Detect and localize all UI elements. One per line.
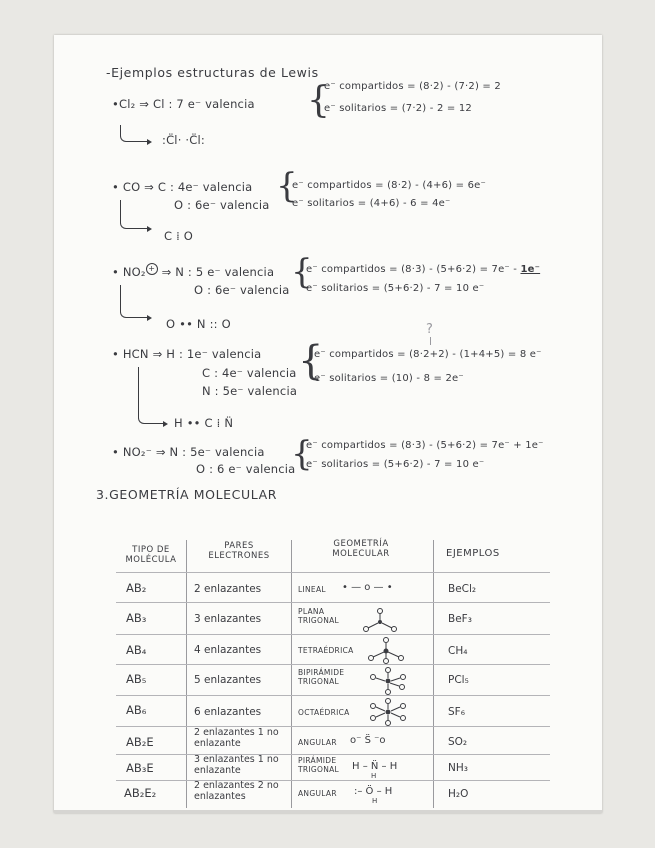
column-divider xyxy=(291,540,292,808)
no2minus-line2: O : 6 e⁻ valencia xyxy=(196,462,296,476)
row-geometry: OCTAÉDRICA xyxy=(298,708,350,717)
row-pairs: 2 enlazantes xyxy=(194,583,262,595)
co-formula: • CO ⇒ C : 4e⁻ valencia xyxy=(112,180,253,194)
row-pairs: 6 enlazantes xyxy=(194,706,262,718)
hcn-formula: • HCN ⇒ H : 1e⁻ valencia xyxy=(112,347,262,361)
so2-drawing: o⁻ S̈ ⁻o xyxy=(350,735,386,746)
no2plus-lone: e⁻ solitarios = (5+6·2) - 7 = 10 e⁻ xyxy=(306,283,485,294)
row-pairs: 4 enlazantes xyxy=(194,644,262,656)
co-line2: O : 6e⁻ valencia xyxy=(174,198,270,212)
no2plus-formula-a: • NO₂ xyxy=(112,264,146,279)
nh3-drawing: H – N̈ – H xyxy=(352,761,398,772)
no2plus-structure: O •• N :: O xyxy=(166,317,231,331)
co-shared: e⁻ compartidos = (8·2) - (4+6) = 6e⁻ xyxy=(292,180,486,191)
page-edge xyxy=(54,810,602,813)
cl2-structure: :C̈l· ·C̈l: xyxy=(162,133,205,147)
row-geometry: ANGULAR xyxy=(298,738,337,747)
positive-charge-icon: + xyxy=(146,263,158,275)
tetrahedral-icon xyxy=(364,636,410,664)
no2plus-shared xyxy=(306,264,540,275)
table-header-type: TIPO DE MOLÉCULA xyxy=(125,545,177,565)
row-divider xyxy=(116,572,550,573)
row-example: CH₄ xyxy=(448,645,468,657)
row-type: AB₃ xyxy=(126,611,147,625)
brace: { xyxy=(298,338,324,384)
row-example: BeCl₂ xyxy=(448,583,477,595)
down-arrow-icon xyxy=(430,337,431,345)
row-geometry: PLANA TRIGONAL xyxy=(298,607,340,625)
brace: { xyxy=(307,80,330,121)
row-type: AB₄ xyxy=(126,643,147,657)
notebook-page xyxy=(54,35,602,813)
co-structure: C ⁞ O xyxy=(164,229,194,243)
row-pairs: 2 enlazantes 1 no enlazante xyxy=(194,727,279,749)
cl2-lone: e⁻ solitarios = (7·2) - 2 = 12 xyxy=(324,103,472,114)
row-example: NH₃ xyxy=(448,762,468,774)
row-type: AB₂ xyxy=(126,581,147,595)
row-pairs: 3 enlazantes 1 no enlazante xyxy=(194,754,279,776)
nh3-bottom-h: H xyxy=(371,772,377,780)
row-example: H₂O xyxy=(448,788,469,800)
geometry-table xyxy=(116,540,550,808)
row-type: AB₂E xyxy=(126,735,154,749)
hcn-line2: C : 4e⁻ valencia xyxy=(202,366,297,380)
row-type: AB₆ xyxy=(126,703,147,717)
row-divider xyxy=(116,634,550,635)
row-divider xyxy=(116,726,550,727)
arrow-icon xyxy=(120,125,149,142)
row-pairs: 2 enlazantes 2 no enlazantes xyxy=(194,780,279,802)
cl2-shared: e⁻ compartidos = (8·2) - (7·2) = 2 xyxy=(324,81,501,92)
row-pairs: 3 enlazantes xyxy=(194,613,262,625)
brace: { xyxy=(291,252,313,292)
brace: { xyxy=(276,166,298,206)
row-pairs: 5 enlazantes xyxy=(194,674,262,686)
no2plus-formula-b: ⇒ N : 5 e⁻ valencia xyxy=(161,264,275,279)
hcn-line3: N : 5e⁻ valencia xyxy=(202,384,298,398)
h2o-drawing: :– Ö – H xyxy=(354,786,393,797)
co-lone: e⁻ solitarios = (4+6) - 6 = 4e⁻ xyxy=(292,198,451,209)
no2plus-formula xyxy=(112,263,274,279)
row-type: AB₅ xyxy=(126,672,147,686)
trigonal-planar-icon xyxy=(356,606,406,632)
no2minus-lone: e⁻ solitarios = (5+6·2) - 7 = 10 e⁻ xyxy=(306,459,485,470)
cl2-formula: •Cl₂ ⇒ Cl : 7 e⁻ valencia xyxy=(112,97,255,111)
no2plus-line2: O : 6e⁻ valencia xyxy=(194,283,290,297)
row-example: PCl₅ xyxy=(448,674,469,686)
section-title: 3.GEOMETRÍA MOLECULAR xyxy=(96,487,278,502)
row-type: AB₃E xyxy=(126,761,154,775)
column-divider xyxy=(433,540,434,808)
octahedral-icon xyxy=(366,697,410,727)
row-geometry: LINEAL xyxy=(298,585,326,594)
row-divider xyxy=(116,780,550,781)
row-example: SF₆ xyxy=(448,706,465,718)
no2plus-shared-underlined: 1e⁻ xyxy=(520,264,541,275)
row-geometry: ANGULAR xyxy=(298,789,337,798)
hcn-structure: H •• C ⁞ N̈ xyxy=(174,416,234,430)
row-geometry: PIRÁMIDE TRIGONAL xyxy=(298,756,340,774)
column-divider xyxy=(186,540,187,808)
arrow-icon xyxy=(120,285,149,318)
row-type: AB₂E₂ xyxy=(124,786,157,800)
row-divider xyxy=(116,602,550,603)
hcn-shared: e⁻ compartidos = (8·2+2) - (1+4+5) = 8 e⁻ xyxy=(314,349,542,360)
row-divider xyxy=(116,754,550,755)
table-header-geometry: GEOMETRÍA MOLECULAR xyxy=(332,539,390,559)
table-header-pairs: PARES ELECTRONES xyxy=(208,541,270,561)
row-geometry: BIPIRÁMIDE TRIGONAL xyxy=(298,668,345,686)
page-title: -Ejemplos estructuras de Lewis xyxy=(106,65,319,80)
bipyramid-icon xyxy=(366,666,410,696)
no2minus-shared: e⁻ compartidos = (8·3) - (5+6·2) = 7e⁻ + 1e⁻ xyxy=(306,440,544,451)
row-divider xyxy=(116,695,550,696)
hcn-lone: e⁻ solitarios = (10) - 8 = 2e⁻ xyxy=(314,373,464,384)
lineal-drawing: • — o — • xyxy=(342,582,393,593)
no2plus-shared-text: e⁻ compartidos = (8·3) - (5+6·2) = 7e⁻ - xyxy=(306,264,518,275)
row-divider xyxy=(116,664,550,665)
h2o-bottom-h: H xyxy=(372,797,378,805)
question-mark: ? xyxy=(426,322,433,337)
row-example: BeF₃ xyxy=(448,613,472,625)
row-example: SO₂ xyxy=(448,736,468,748)
table-header-examples: EJEMPLOS xyxy=(446,548,500,559)
arrow-icon xyxy=(120,200,149,229)
arrow-icon xyxy=(138,367,165,424)
no2minus-formula: • NO₂⁻ ⇒ N : 5e⁻ valencia xyxy=(112,445,265,459)
brace: { xyxy=(291,434,313,474)
row-geometry: TETRAÉDRICA xyxy=(298,646,354,655)
